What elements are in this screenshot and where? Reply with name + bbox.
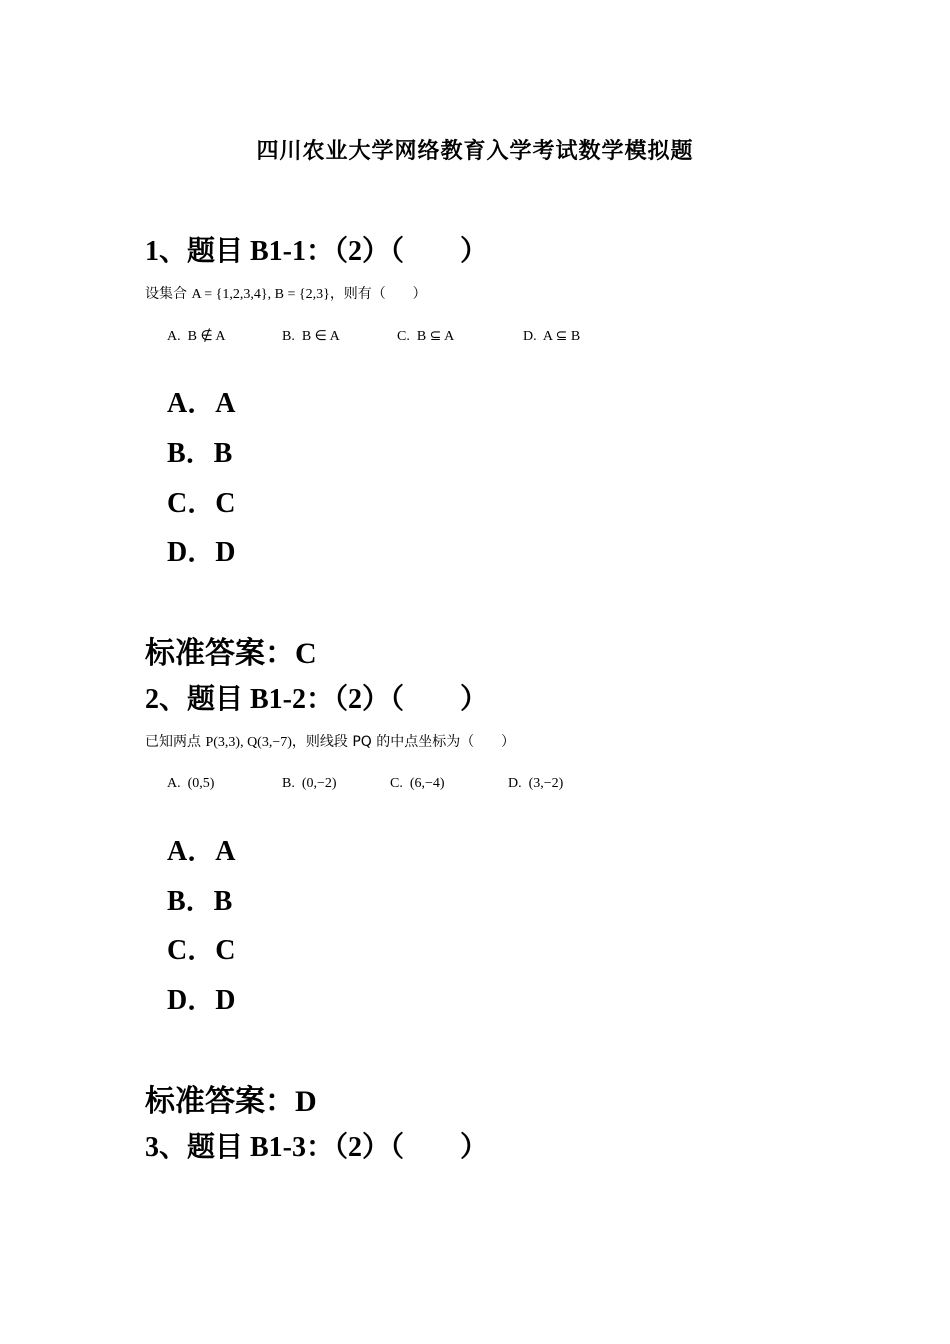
question-1-option-a: A. B ∉ A: [167, 329, 226, 344]
question-1-option-d: D. A ⊆ B: [523, 329, 581, 344]
question-2-stem-prefix: 已知两点: [145, 734, 201, 750]
question-3-heading: 3、题目 B1-3：（2）（ ）: [145, 1132, 489, 1163]
question-2-stem: [145, 731, 515, 751]
question-2-choice-c[interactable]: C．C: [167, 935, 236, 966]
question-1-option-b: B. B ∈ A: [282, 329, 340, 344]
question-2-choice-b[interactable]: B．B: [167, 886, 233, 917]
question-2-choice-a[interactable]: A．A: [167, 836, 236, 867]
question-2-option-d: D. (3,−2): [508, 776, 564, 791]
question-2-option-b: B. (0,−2): [282, 776, 337, 791]
question-1-answer: 标准答案：C: [145, 637, 317, 670]
question-2-choice-d[interactable]: D．D: [167, 985, 236, 1016]
question-2-heading: 2、题目 B1-2：（2）（ ）: [145, 684, 489, 715]
question-1-heading: 1、题目 B1-1：（2）（ ）: [145, 236, 489, 267]
question-2-answer: 标准答案：D: [145, 1085, 317, 1118]
question-1-option-c: C. B ⊆ A: [397, 329, 455, 344]
question-2-option-c: C. (6,−4): [390, 776, 445, 791]
question-2-options: [167, 776, 563, 792]
question-1-stem-math: A = {1,2,3,4}, B = {2,3}: [191, 287, 330, 302]
question-1-stem-suffix: ，则有（ ）: [329, 286, 427, 302]
question-1-stem: [145, 283, 427, 303]
question-1-choice-b[interactable]: B．B: [167, 438, 233, 469]
question-2-option-a: A. (0,5): [167, 776, 215, 791]
question-1-choice-a[interactable]: A．A: [167, 388, 236, 419]
page-title: 四川农业大学网络教育入学考试数学模拟题: [256, 138, 694, 163]
question-1-options: [167, 328, 580, 345]
question-1-choice-c[interactable]: C．C: [167, 488, 236, 519]
question-1-stem-prefix: 设集合: [145, 286, 187, 302]
question-2-stem-suffix: ，则线段 PQ 的中点坐标为（ ）: [291, 734, 515, 750]
question-1-choice-d[interactable]: D．D: [167, 537, 236, 568]
question-2-stem-math: P(3,3), Q(3,−7): [205, 735, 292, 750]
